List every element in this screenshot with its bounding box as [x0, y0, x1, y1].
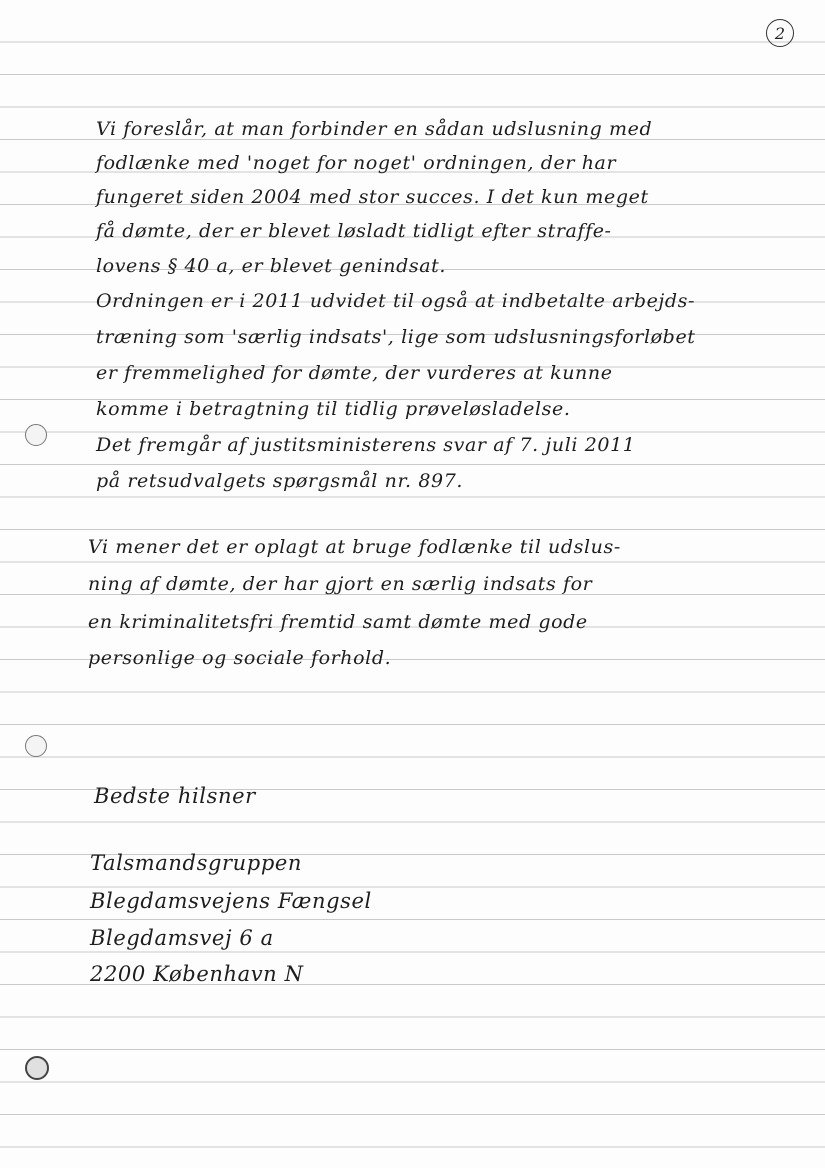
- text-line: fungeret siden 2004 med stor succes. I det kun meget: [96, 186, 649, 208]
- text-line: Vi foreslår, at man forbinder en sådan udslusning med: [96, 118, 653, 140]
- text-line: komme i betragtning til tidlig prøveløsladelse.: [96, 398, 571, 420]
- text-line: på retsudvalgets spørgsmål nr. 897.: [96, 470, 464, 492]
- signature-line: 2200 København N: [90, 962, 304, 986]
- text-line: få dømte, der er blevet løsladt tidligt efter straffe-: [96, 220, 612, 242]
- signature-line: Blegdamsvejens Fængsel: [90, 889, 372, 913]
- text-line: personlige og sociale forhold.: [88, 647, 392, 669]
- text-line: en kriminalitetsfri fremtid samt dømte med gode: [88, 611, 588, 633]
- punch-hole: [25, 735, 47, 757]
- text-line: træning som 'særlig indsats', lige som udslusningsforløbet: [96, 326, 696, 348]
- closing-greeting: Bedste hilsner: [94, 784, 256, 808]
- text-line: Det fremgår af justitsministerens svar af 7. juli 2011: [96, 434, 636, 456]
- page-number: 2: [766, 19, 794, 47]
- text-line: lovens § 40 a, er blevet genindsat.: [96, 255, 447, 277]
- text-line: fodlænke med 'noget for noget' ordningen, der har: [96, 152, 617, 174]
- signature-line: Blegdamsvej 6 a: [90, 926, 274, 950]
- text-line: er fremmelighed for dømte, der vurderes at kunne: [96, 362, 613, 384]
- text-line: Vi mener det er oplagt at bruge fodlænke til udslus-: [88, 536, 621, 558]
- signature-line: Talsmandsgruppen: [90, 851, 303, 875]
- text-line: ning af dømte, der har gjort en særlig indsats for: [88, 573, 593, 595]
- text-line: Ordningen er i 2011 udvidet til også at indbetalte arbejds-: [96, 290, 696, 312]
- punch-hole: [25, 1056, 49, 1080]
